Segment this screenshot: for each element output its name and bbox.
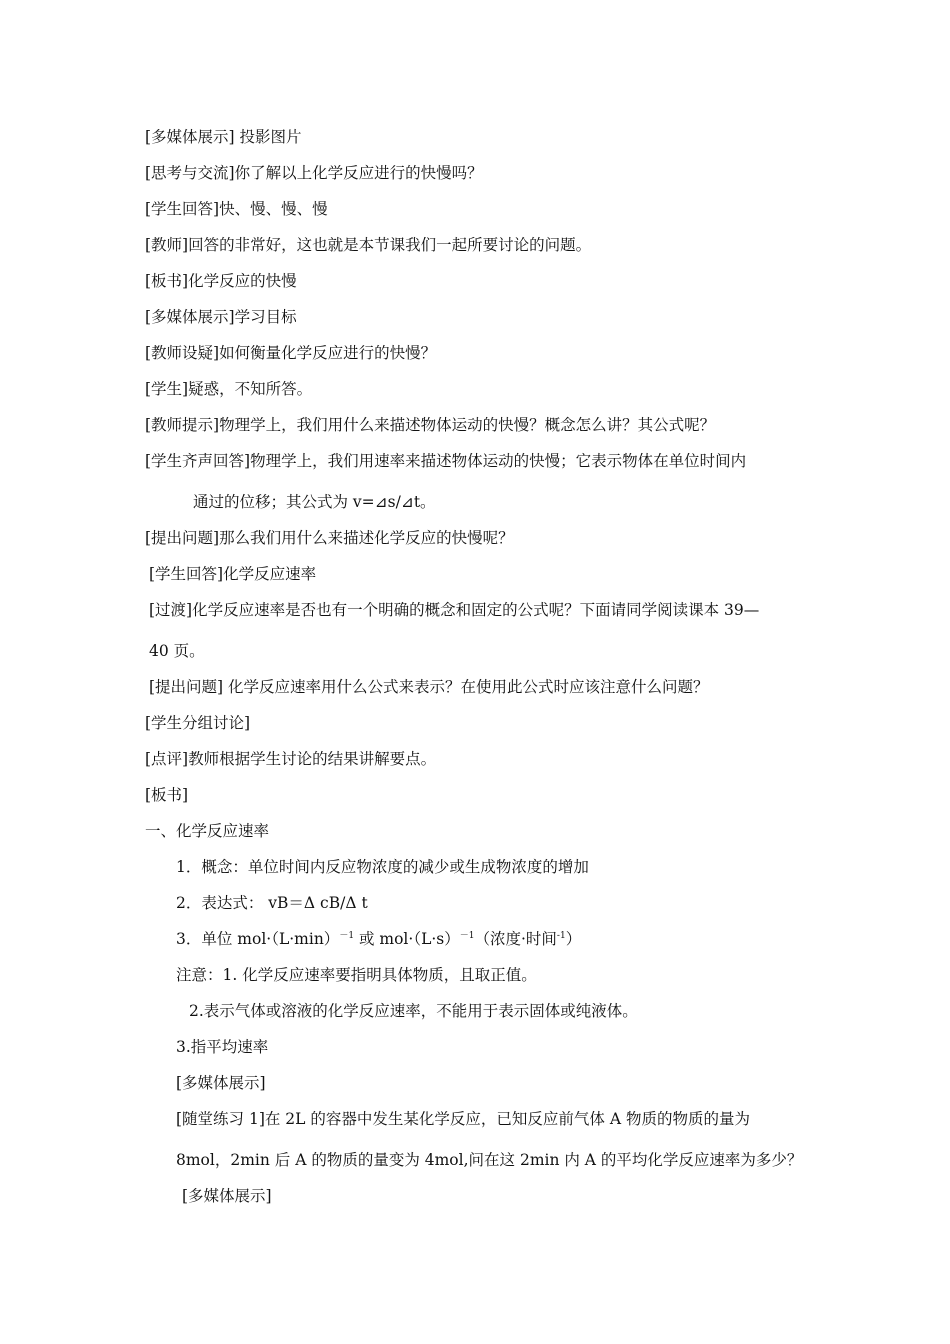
text-line-raise-question: [提出问题]那么我们用什么来描述化学反应的快慢呢？ [145,529,514,547]
text-line-raise-question-formula: [提出问题] 化学反应速率用什么公式来表示？在使用此公式时应该注意什么问题？ [149,678,709,696]
text-line-teacher: [教师]回答的非常好，这也就是本节课我们一起所要讨论的问题。 [145,236,592,254]
text-line-unit [176,929,581,949]
text-line-board: [板书] [145,786,189,804]
text-line-multimedia-images: [多媒体展示] 投影图片 [145,128,302,146]
text-line-student-answer-rate: [学生回答]化学反应速率 [149,565,317,583]
text-line-student-confused: [学生]疑惑，不知所答。 [145,380,313,398]
unit-sup-1: －1 [339,930,355,941]
unit-sup-3: -1 [556,930,566,941]
text-line-teacher-hint: [教师提示]物理学上，我们用什么来描述物体运动的快慢？概念怎么讲？其公式呢？ [145,416,716,434]
text-line-group-discussion: [学生分组讨论] [145,714,251,732]
unit-part-c: （浓度·时间 [474,930,557,948]
text-line-multimedia-2: [多媒体展示] [182,1187,272,1205]
unit-part-a: 3．单位 mol·（L·min） [176,930,340,948]
text-line-comment: [点评]教师根据学生讨论的结果讲解要点。 [145,750,437,768]
text-line-student-chorus-cont: 通过的位移；其公式为 v=⊿s/⊿t。 [193,493,436,511]
text-line-expression: 2．表达式： vB＝Δ cB/Δ t [176,894,368,912]
text-line-student-answer: [学生回答]快、慢、慢、慢 [145,200,328,218]
text-line-multimedia-goals: [多媒体展示]学习目标 [145,308,297,326]
section-heading-reaction-rate: 一、化学反应速率 [145,822,270,840]
unit-part-b: 或 mol·（L·s） [354,930,460,948]
text-line-note-1: 注意：1. 化学反应速率要指明具体物质，且取正值。 [176,966,537,984]
text-line-exercise: [随堂练习 1]在 2L 的容器中发生某化学反应，已知反应前气体 A 物质的物质的量为 [176,1110,750,1128]
text-line-note-3: 3.指平均速率 [176,1038,269,1056]
text-line-note-2: 2.表示气体或溶液的化学反应速率，不能用于表示固体或纯液体。 [189,1002,638,1020]
text-line-think-discuss: [思考与交流]你了解以上化学反应进行的快慢吗？ [145,164,483,182]
text-line-exercise-cont: 8mol，2min 后 A 的物质的量变为 4mol,问在这 2min 内 A 的平均化学反应速率为多少？ [176,1151,803,1169]
text-line-board-title: [板书]化学反应的快慢 [145,272,297,290]
text-line-transition: [过渡]化学反应速率是否也有一个明确的概念和固定的公式呢？下面请同学阅读课本 39— [149,601,760,619]
text-line-transition-cont: 40 页。 [149,642,205,660]
text-line-multimedia-1: [多媒体展示] [176,1074,266,1092]
text-line-teacher-question: [教师设疑]如何衡量化学反应进行的快慢？ [145,344,437,362]
unit-part-d: ） [565,930,582,948]
text-line-concept: 1．概念：单位时间内反应物浓度的减少或生成物浓度的增加 [176,858,589,876]
text-line-student-chorus: [学生齐声回答]物理学上，我们用速率来描述物体运动的快慢；它表示物体在单位时间内 [145,452,747,470]
unit-sup-2: －1 [459,930,475,941]
